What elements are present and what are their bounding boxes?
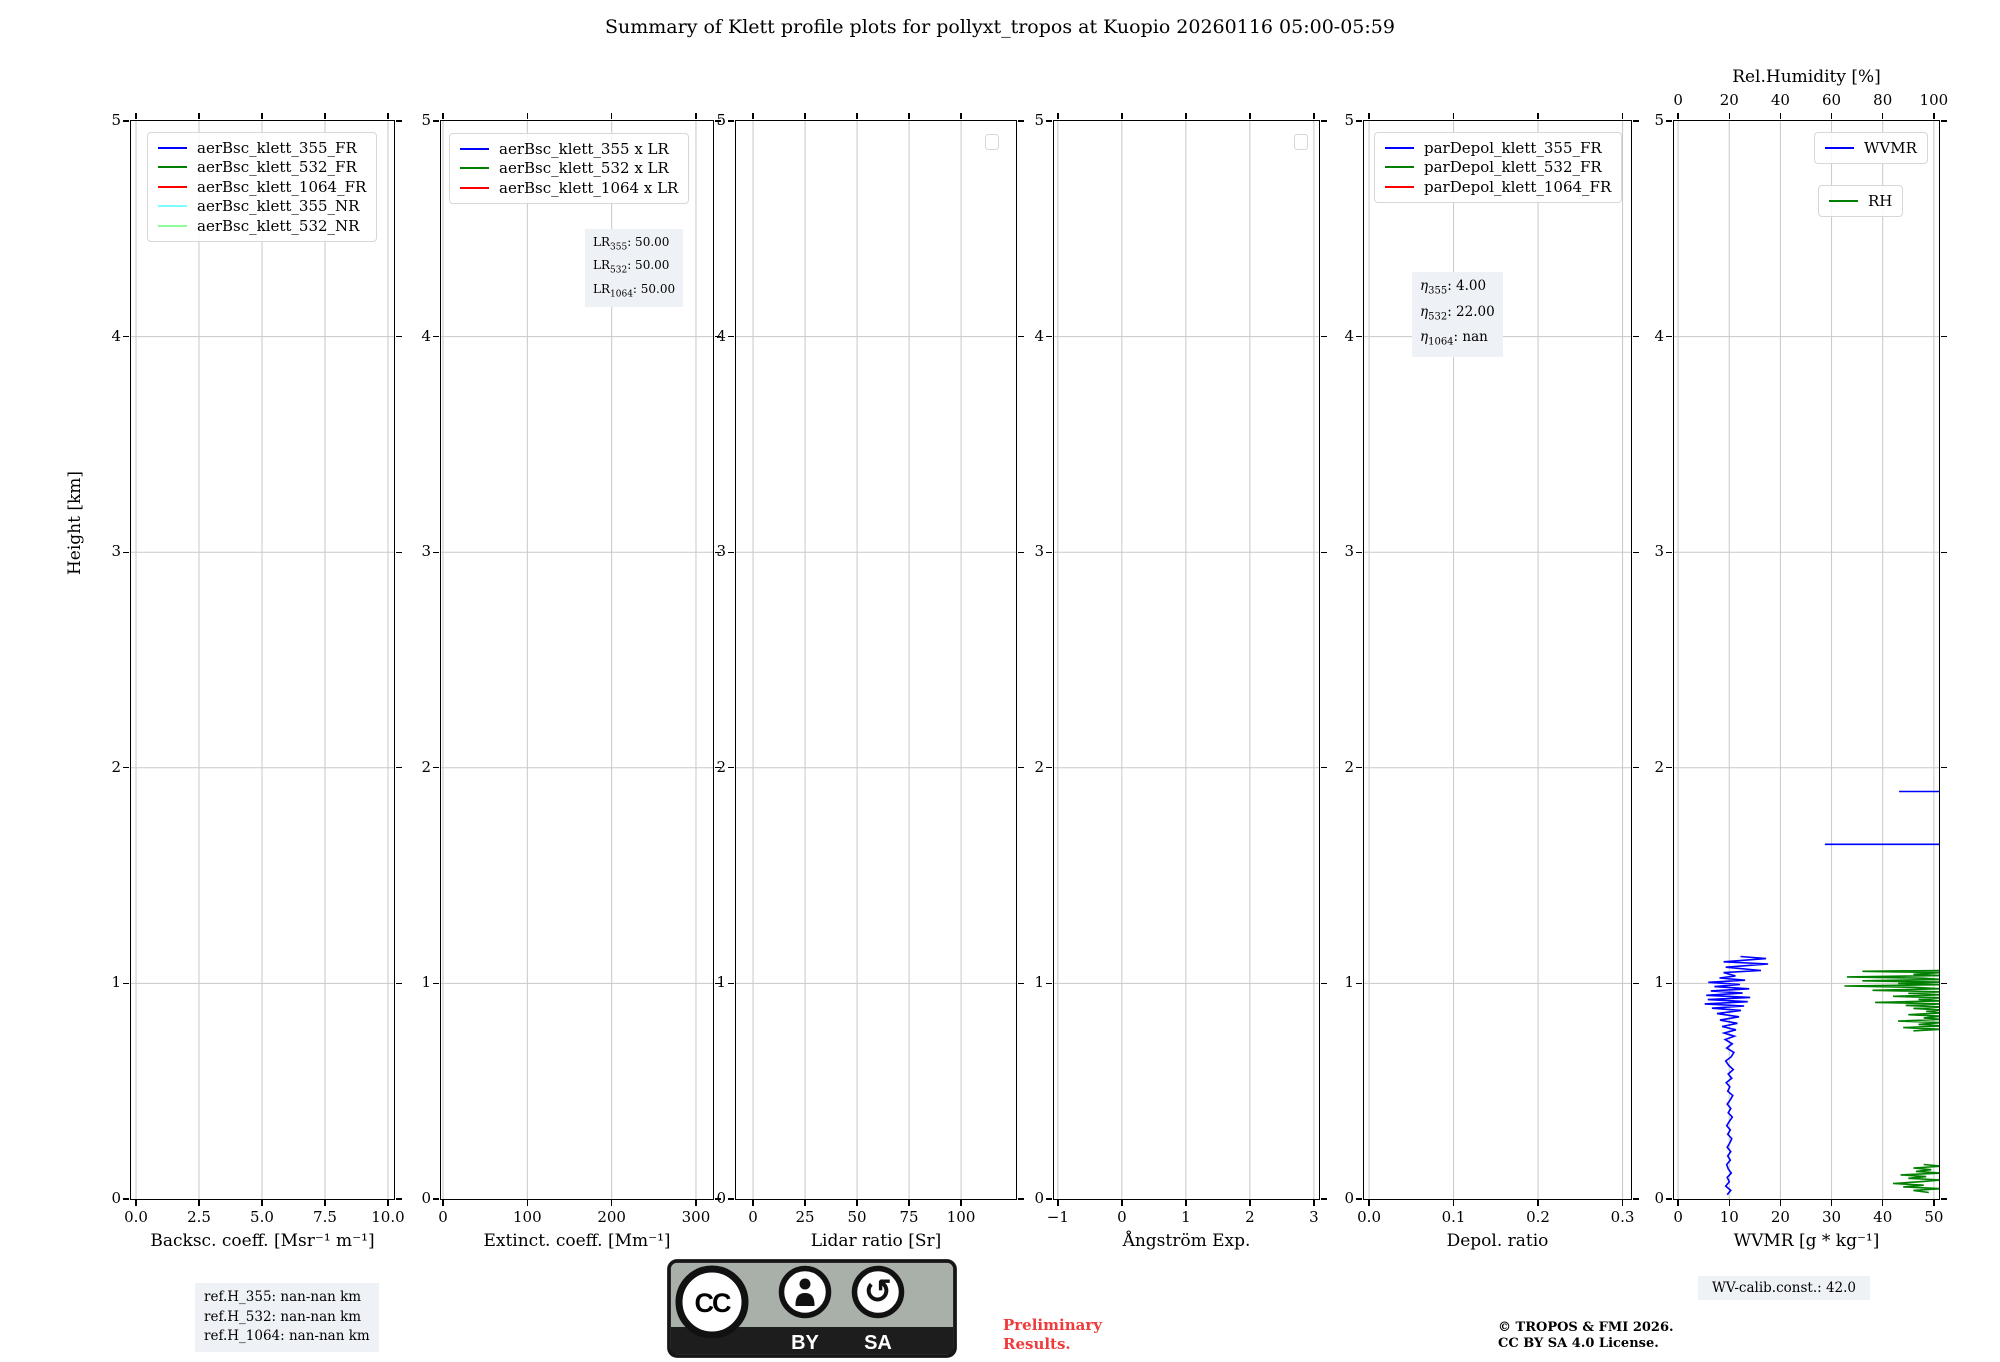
legend-entry — [460, 178, 678, 198]
tick-mark — [908, 113, 909, 119]
tick-mark — [1666, 983, 1672, 984]
tick-mark — [1729, 113, 1730, 119]
tick-mark — [324, 1200, 325, 1206]
tick-mark — [1780, 1200, 1781, 1206]
x-tick-label: 2 — [1245, 1208, 1255, 1226]
tick-mark — [1356, 120, 1362, 121]
tick-mark — [396, 1198, 402, 1199]
legend-label: aerBsc_klett_532_FR — [197, 158, 357, 177]
legend-entry — [158, 158, 366, 178]
tick-mark — [728, 336, 734, 337]
legend-label: RH — [1868, 191, 1893, 210]
by-text: BY — [791, 1332, 819, 1354]
y-tick-label: 1 — [716, 973, 726, 992]
y-tick-label: 5 — [421, 111, 431, 129]
y-tick-label: 3 — [1654, 542, 1664, 561]
tick-mark — [1046, 552, 1052, 553]
tick-mark — [1321, 983, 1327, 984]
tick-mark — [1368, 1200, 1369, 1206]
tick-mark — [1666, 552, 1672, 553]
x-tick-label: 300 — [681, 1208, 711, 1226]
tick-mark — [752, 1200, 753, 1206]
legend-label: parDepol_klett_355_FR — [1424, 138, 1602, 157]
tick-mark — [396, 767, 402, 768]
legend-empty — [985, 134, 999, 150]
legend-empty — [1294, 134, 1308, 150]
annotation-line: ref.H_1064: nan-nan km — [204, 1328, 370, 1344]
tick-mark — [433, 767, 439, 768]
tick-mark — [261, 1200, 262, 1206]
y-tick-label: 4 — [1654, 326, 1664, 345]
person-circle-icon — [782, 1269, 829, 1316]
tick-mark — [960, 1200, 961, 1206]
plot-canvas — [1674, 121, 1939, 1199]
legend-line-swatch — [460, 148, 489, 150]
tick-mark — [695, 113, 696, 119]
tick-mark — [752, 113, 753, 119]
tick-mark — [123, 552, 129, 553]
tick-mark — [728, 767, 734, 768]
top-tick-label: 0 — [1673, 91, 1683, 109]
x-tick-label: 0.1 — [1441, 1208, 1466, 1226]
legend-entry — [158, 138, 366, 158]
tick-mark — [135, 113, 136, 119]
tick-mark — [1941, 767, 1947, 768]
tick-mark — [804, 113, 805, 119]
tick-mark — [728, 552, 734, 553]
plot-wvmr-rh — [1654, 67, 1949, 1251]
x-tick-label: 2.5 — [187, 1208, 211, 1226]
plot-backscatter — [111, 111, 405, 1251]
tick-mark — [908, 1200, 909, 1206]
tick-mark — [1057, 113, 1058, 119]
x-tick-label: 0.2 — [1526, 1208, 1550, 1226]
tick-mark — [1933, 1200, 1934, 1206]
series-rh — [1893, 1165, 1939, 1193]
x-axis-label: Extinct. coeff. [Mm⁻¹] — [483, 1231, 671, 1251]
annotation-line: $\eta_{1064}$: nan — [1420, 329, 1488, 349]
tick-mark — [135, 1200, 136, 1206]
tick-mark — [1666, 336, 1672, 337]
x-tick-label: 40 — [1873, 1208, 1893, 1226]
x-tick-label: 200 — [597, 1208, 626, 1226]
tick-mark — [1941, 983, 1947, 984]
x-tick-label: 0 — [1117, 1208, 1127, 1226]
top-tick-label: 20 — [1719, 91, 1739, 109]
legend-line-swatch — [1385, 147, 1414, 149]
legend-label: aerBsc_klett_1064_FR — [197, 177, 367, 196]
tick-mark — [1941, 1198, 1947, 1199]
tick-mark — [527, 1200, 528, 1206]
y-tick-label: 4 — [1344, 326, 1354, 345]
legend-label: aerBsc_klett_532_NR — [197, 216, 360, 235]
y-tick-label: 0 — [716, 1189, 726, 1207]
x-tick-label: 100 — [946, 1208, 976, 1226]
plot-angstrom — [1034, 111, 1320, 1251]
y-tick-label: 4 — [421, 326, 431, 345]
counterclockwise-arrow-icon: ↺ — [863, 1272, 893, 1312]
y-tick-label: 0 — [1344, 1189, 1354, 1207]
tick-mark — [1356, 336, 1362, 337]
x-axis-label: WVMR [g * kg⁻¹] — [1733, 1231, 1880, 1251]
tick-mark — [1249, 113, 1250, 119]
y-tick-label: 5 — [111, 111, 121, 129]
x-tick-label: 0.0 — [124, 1208, 148, 1226]
series-wvmr — [1705, 957, 1768, 1195]
y-axis-label: Height [km] — [65, 470, 85, 576]
x-tick-label: 0 — [438, 1208, 448, 1226]
tick-mark — [1666, 120, 1672, 121]
legend-entry — [158, 177, 366, 197]
y-tick-label: 2 — [1344, 757, 1354, 776]
tick-mark — [1356, 983, 1362, 984]
legend-depol — [1374, 132, 1622, 203]
x-tick-label: 7.5 — [313, 1208, 337, 1226]
legend-label: aerBsc_klett_1064 x LR — [499, 178, 679, 197]
tick-mark — [1677, 1200, 1678, 1206]
tick-mark — [1941, 552, 1947, 553]
tick-mark — [396, 336, 402, 337]
tick-mark — [1356, 1198, 1362, 1199]
y-tick-label: 0 — [421, 1189, 431, 1207]
tick-mark — [1622, 113, 1623, 119]
y-tick-label: 1 — [1344, 973, 1354, 992]
tick-mark — [1941, 336, 1947, 337]
legend-line-swatch — [460, 167, 489, 169]
plot-canvas — [131, 121, 394, 1199]
legend-entry — [1385, 138, 1611, 158]
tick-mark — [1321, 767, 1327, 768]
y-tick-label: 2 — [1654, 757, 1664, 776]
tick-mark — [387, 1200, 388, 1206]
x-axis-label: Ångström Exp. — [1122, 1231, 1251, 1251]
y-tick-label: 2 — [421, 757, 431, 776]
x-tick-label: 0.3 — [1610, 1208, 1635, 1226]
legend-label: aerBsc_klett_532 x LR — [499, 159, 669, 178]
tick-mark — [123, 767, 129, 768]
cc-by-sa-badge — [667, 1259, 957, 1362]
tick-mark — [387, 113, 388, 119]
y-tick-label: 5 — [716, 111, 726, 129]
plot-canvas — [1054, 121, 1319, 1199]
y-tick-label: 1 — [1034, 973, 1044, 992]
tick-mark — [198, 1200, 199, 1206]
reference-height-annotation — [195, 1283, 379, 1352]
y-tick-label: 5 — [1034, 111, 1044, 129]
tick-mark — [433, 120, 439, 121]
annotation-line: $LR_{355}$: 50.00 — [593, 235, 670, 253]
y-tick-label: 5 — [1344, 111, 1354, 129]
y-tick-label: 2 — [111, 757, 121, 776]
tick-mark — [1321, 336, 1327, 337]
tick-mark — [527, 113, 528, 119]
tick-mark — [442, 113, 443, 119]
y-tick-label: 1 — [421, 973, 431, 992]
tick-mark — [123, 120, 129, 121]
cc-by-sa-logo — [667, 1259, 957, 1358]
annotation-line: ref.H_532: nan-nan km — [204, 1308, 362, 1325]
tick-mark — [433, 552, 439, 553]
tick-mark — [123, 1198, 129, 1199]
copyright-line: © TROPOS & FMI 2026. — [1498, 1320, 1674, 1335]
sa-text: SA — [864, 1332, 892, 1354]
legend-wvmr — [1814, 132, 1928, 164]
tick-mark — [1780, 113, 1781, 119]
tick-mark — [1185, 1200, 1186, 1206]
annotation-line: $LR_{1064}$: 50.00 — [593, 281, 676, 300]
tick-mark — [1882, 1200, 1883, 1206]
tick-mark — [261, 113, 262, 119]
legend-line-swatch — [460, 187, 489, 189]
x-tick-label: 30 — [1822, 1208, 1842, 1226]
tick-mark — [1057, 1200, 1058, 1206]
tick-mark — [396, 552, 402, 553]
legend-entry — [1385, 177, 1611, 197]
x-tick-label: 1 — [1181, 1208, 1191, 1226]
x-axis-label: Backsc. coeff. [Msr⁻¹ m⁻¹] — [150, 1231, 375, 1251]
y-tick-label: 4 — [111, 326, 121, 345]
legend-line-swatch — [1385, 166, 1414, 168]
legend-entry — [460, 139, 678, 159]
tick-mark — [1046, 983, 1052, 984]
tick-mark — [1185, 113, 1186, 119]
tick-mark — [1941, 120, 1947, 121]
y-tick-label: 2 — [1034, 757, 1044, 776]
tick-mark — [611, 113, 612, 119]
legend-entry — [460, 159, 678, 179]
legend-label: aerBsc_klett_355 x LR — [499, 139, 669, 158]
tick-mark — [1356, 767, 1362, 768]
x-tick-label: 10 — [1719, 1208, 1739, 1226]
top-tick-label: 40 — [1770, 91, 1790, 109]
top-tick-label: 60 — [1822, 91, 1842, 109]
annotation-line: ref.H_355: nan-nan km — [204, 1289, 362, 1305]
x-tick-label: 0.0 — [1357, 1208, 1381, 1226]
tick-mark — [1666, 767, 1672, 768]
y-tick-label: 1 — [111, 973, 121, 992]
legend-line-swatch — [1385, 186, 1414, 188]
top-tick-label: 80 — [1873, 91, 1893, 109]
x-tick-label: 75 — [899, 1208, 919, 1226]
tick-mark — [1046, 1198, 1052, 1199]
tick-mark — [1537, 113, 1538, 119]
y-tick-label: 3 — [1344, 542, 1354, 561]
tick-mark — [198, 113, 199, 119]
tick-mark — [728, 983, 734, 984]
legend-backscatter — [147, 132, 377, 242]
tick-mark — [728, 120, 734, 121]
tick-mark — [1321, 552, 1327, 553]
legend-entry — [158, 216, 366, 236]
tick-mark — [1622, 1200, 1623, 1206]
x-tick-label: 0 — [748, 1208, 758, 1226]
tick-mark — [1831, 1200, 1832, 1206]
legend-entry — [1385, 158, 1611, 178]
legend-entry — [158, 197, 366, 217]
tick-mark — [1729, 1200, 1730, 1206]
plot-lidar-ratio — [716, 111, 1017, 1251]
legend-rh — [1818, 185, 1903, 217]
legend-line-swatch — [158, 166, 187, 168]
y-tick-label: 0 — [111, 1189, 121, 1207]
tick-mark — [1831, 113, 1832, 119]
legend-line-swatch — [158, 186, 187, 188]
tick-mark — [728, 1198, 734, 1199]
y-tick-label: 1 — [1654, 973, 1664, 992]
x-tick-label: 50 — [847, 1208, 867, 1226]
series-rh — [1844, 971, 1939, 1031]
person-head-icon — [800, 1279, 811, 1290]
tick-mark — [1537, 1200, 1538, 1206]
tick-mark — [695, 1200, 696, 1206]
legend-label: aerBsc_klett_355_NR — [197, 197, 360, 216]
eta-annotation — [1412, 272, 1503, 357]
x-tick-label: −1 — [1046, 1208, 1069, 1226]
y-tick-label: 5 — [1654, 111, 1664, 129]
x-axis-label: Lidar ratio [Sr] — [810, 1231, 942, 1251]
top-tick-label: 100 — [1919, 91, 1949, 109]
tick-mark — [1666, 1198, 1672, 1199]
tick-mark — [433, 983, 439, 984]
tick-mark — [1453, 1200, 1454, 1206]
legend-label: WVMR — [1864, 138, 1917, 157]
x-tick-label: 5.0 — [250, 1208, 274, 1226]
y-tick-label: 2 — [716, 757, 726, 776]
x-tick-label: 10.0 — [371, 1208, 405, 1226]
top-axis-label: Rel.Humidity [%] — [1732, 67, 1881, 87]
legend-line-swatch — [158, 225, 187, 227]
y-tick-label: 3 — [111, 542, 121, 561]
y-tick-label: 3 — [1034, 542, 1044, 561]
y-tick-label: 3 — [716, 542, 726, 561]
legend-line-swatch — [1825, 147, 1854, 149]
legend-line-swatch — [1829, 200, 1858, 202]
tick-mark — [1677, 113, 1678, 119]
y-tick-label: 3 — [421, 542, 431, 561]
tick-mark — [396, 983, 402, 984]
cc-text: CC — [694, 1288, 730, 1318]
tick-mark — [1046, 767, 1052, 768]
x-tick-label: 50 — [1924, 1208, 1944, 1226]
tick-mark — [123, 336, 129, 337]
wv-calibration-annotation: WV-calib.const.: 42.0 — [1698, 1276, 1870, 1300]
x-tick-label: 25 — [795, 1208, 815, 1226]
copyright-line: CC BY SA 4.0 License. — [1498, 1336, 1659, 1351]
tick-mark — [1121, 1200, 1122, 1206]
tick-mark — [123, 983, 129, 984]
x-tick-label: 0 — [1673, 1208, 1683, 1226]
legend-line-swatch — [158, 205, 187, 207]
tick-mark — [804, 1200, 805, 1206]
tick-mark — [324, 113, 325, 119]
legend-label: parDepol_klett_1064_FR — [1424, 177, 1612, 196]
legend-label: aerBsc_klett_355_FR — [197, 138, 357, 157]
preliminary-line: Preliminary — [1003, 1316, 1102, 1334]
tick-mark — [1249, 1200, 1250, 1206]
tick-mark — [1356, 552, 1362, 553]
lidar-ratio-annotation — [585, 229, 683, 307]
tick-mark — [611, 1200, 612, 1206]
legend-extinction — [449, 133, 689, 204]
figure-title: Summary of Klett profile plots for pollyxt_tropos at Kuopio 20260116 05:00-05:59 — [605, 16, 1395, 38]
legend-line-swatch — [158, 147, 187, 149]
tick-mark — [1368, 113, 1369, 119]
tick-mark — [433, 336, 439, 337]
x-axis-label: Depol. ratio — [1446, 1231, 1549, 1251]
x-tick-label: 20 — [1770, 1208, 1790, 1226]
x-tick-label: 100 — [513, 1208, 542, 1226]
tick-mark — [433, 1198, 439, 1199]
legend-entry — [1825, 138, 1917, 158]
plot-canvas — [736, 121, 1016, 1199]
tick-mark — [856, 113, 857, 119]
tick-mark — [1046, 336, 1052, 337]
preliminary-line: Results. — [1003, 1335, 1071, 1353]
annotation-line: $LR_{532}$: 50.00 — [593, 258, 670, 276]
tick-mark — [1321, 1198, 1327, 1199]
tick-mark — [1313, 1200, 1314, 1206]
tick-mark — [396, 120, 402, 121]
tick-mark — [856, 1200, 857, 1206]
tick-mark — [1121, 113, 1122, 119]
copyright-note — [1498, 1320, 1674, 1352]
legend-entry — [1829, 191, 1892, 211]
tick-mark — [960, 113, 961, 119]
tick-mark — [1453, 113, 1454, 119]
tick-mark — [1321, 120, 1327, 121]
tick-mark — [1933, 113, 1934, 119]
y-tick-label: 0 — [1034, 1189, 1044, 1207]
y-tick-label: 4 — [1034, 326, 1044, 345]
annotation-line: $\eta_{532}$: 22.00 — [1420, 303, 1495, 323]
y-tick-label: 4 — [716, 326, 726, 345]
y-tick-label: 0 — [1654, 1189, 1664, 1207]
legend-label: parDepol_klett_532_FR — [1424, 158, 1602, 177]
tick-mark — [1313, 113, 1314, 119]
tick-mark — [1046, 120, 1052, 121]
preliminary-results-note — [1003, 1316, 1102, 1354]
tick-mark — [442, 1200, 443, 1206]
tick-mark — [1882, 113, 1883, 119]
annotation-line: $\eta_{355}$: 4.00 — [1420, 278, 1487, 297]
x-tick-label: 3 — [1309, 1208, 1319, 1226]
